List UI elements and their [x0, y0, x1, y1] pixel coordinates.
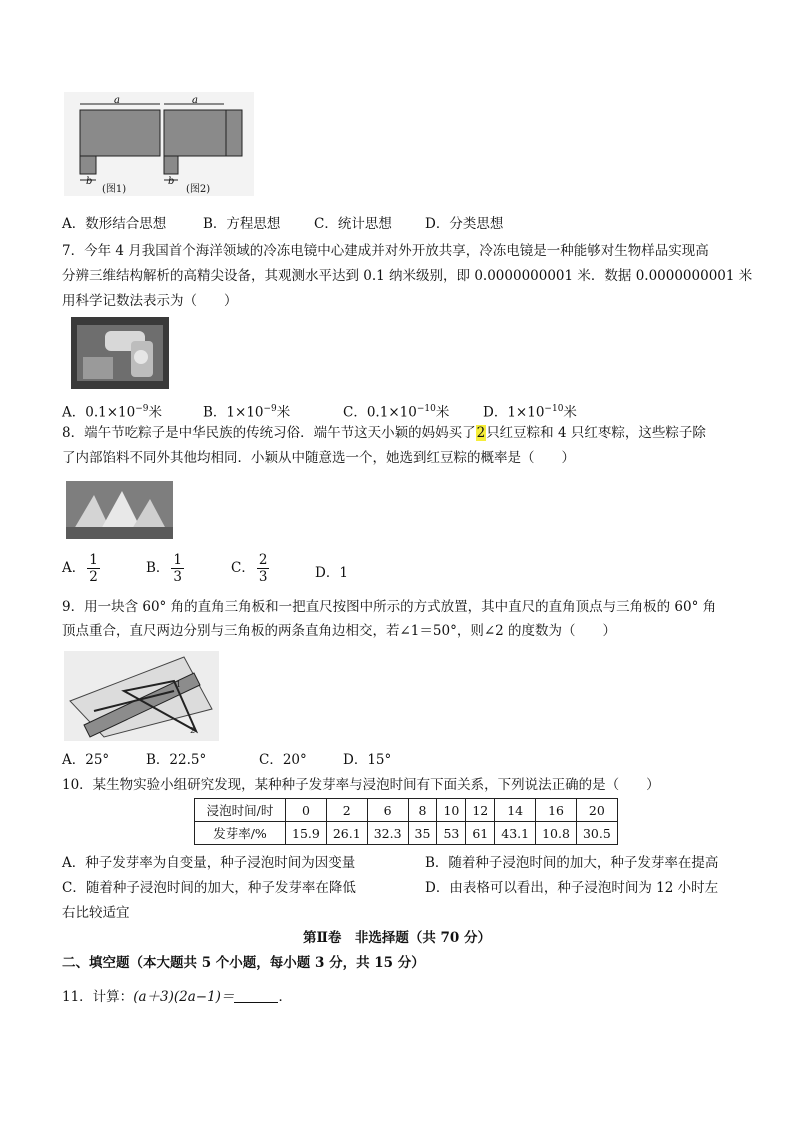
- q6-figure: [64, 92, 254, 196]
- q7-option-c-coef: 0.1×10: [366, 404, 417, 421]
- q6-option-c: C．统计思想: [314, 216, 392, 232]
- q8-photo-drawing: [66, 481, 173, 539]
- q8-stem-line1-post: 只红豆粽和 4 只红枣粽，这些粽子除: [486, 425, 706, 441]
- q7-option-c-label: C．: [343, 404, 367, 421]
- q8-option-a-denominator: 2: [89, 569, 98, 585]
- q7-option-a-label: A．: [62, 404, 86, 421]
- table-row: [195, 822, 618, 845]
- q8-option-b-denominator: 3: [173, 569, 183, 585]
- q9-stem-line1: 9．用一块含 60° 角的直角三角板和一把直尺按图中所示的方式放置，其中直尺的直角顶点与三角板的 60° 角: [62, 599, 717, 615]
- q8-option-d: D．1: [315, 565, 348, 581]
- q7-option-d-label: D．: [483, 404, 508, 421]
- table-row-header: 发芽率/%: [195, 822, 286, 845]
- q7-option-b-label: B．: [203, 404, 227, 421]
- q10-option-d-line1: D．由表格可以看出，种子浸泡时间为 12 小时左: [425, 880, 719, 896]
- q7-photo-drawing: [71, 317, 169, 389]
- q10-data-table: [194, 798, 618, 845]
- q9-stem-line2: 顶点重合，直尺两边分别与三角板的两条直角边相交，若∠1＝50°，则∠2 的度数为（ ）: [62, 623, 617, 639]
- q11-answer-blank[interactable]: [234, 988, 278, 1003]
- q8-option-c-denominator: 3: [258, 569, 268, 585]
- q8-option-c-numerator: 2: [258, 552, 268, 568]
- table-cell: 12: [466, 799, 495, 822]
- q7-option-b-exp: −9: [263, 404, 277, 414]
- fig2-dim-b: b: [168, 176, 175, 187]
- table-cell: 26.1: [326, 822, 367, 845]
- q8-option-c: [231, 552, 271, 585]
- table-cell: 2: [326, 799, 367, 822]
- q10-stem: 10．某生物实验小组研究发现，某种种子发芽率与浸泡时间有下面关系，下列说法正确的是（ ）: [62, 777, 660, 793]
- q8-stem-line1: [62, 423, 706, 443]
- fig1-label: (图1): [102, 184, 127, 195]
- table-cell: 8: [408, 799, 437, 822]
- q9-option-a: A．25°: [62, 752, 110, 768]
- q6-figure-drawing: [64, 92, 254, 196]
- fig2-label: (图2): [186, 184, 211, 195]
- q10-option-d-line2: 右比较适宜: [62, 905, 130, 921]
- q8-option-c-label: C．: [231, 560, 255, 576]
- q7-option-a-coef: 0.1×10: [85, 404, 136, 421]
- q6-option-d: D．分类思想: [425, 216, 504, 232]
- q8-option-b-numerator: 1: [173, 552, 183, 568]
- q7-stem-line3: 用科学记数法表示为（ ）: [62, 293, 238, 309]
- q7-option-a: [62, 399, 162, 423]
- table-row-header: 浸泡时间/时: [195, 799, 286, 822]
- q7-option-c: [343, 399, 449, 423]
- q8-option-b: [146, 552, 186, 585]
- q10-option-a: A．种子发芽率为自变量，种子浸泡时间为因变量: [62, 855, 356, 871]
- table-cell: 10.8: [536, 822, 577, 845]
- q7-option-c-unit: 米: [435, 404, 450, 421]
- q7-option-a-exp: −9: [135, 404, 149, 414]
- svg-text:1: 1: [176, 680, 182, 689]
- part2-title: 第Ⅱ卷 非选择题（共 70 分）: [302, 930, 492, 946]
- q8-option-c-fraction: [257, 552, 270, 585]
- q7-option-d-exp: −10: [544, 404, 564, 414]
- q7-option-b-coef: 1×10: [226, 404, 264, 421]
- table-cell: 10: [437, 799, 466, 822]
- svg-text:2: 2: [190, 726, 196, 735]
- q7-option-a-unit: 米: [148, 404, 162, 421]
- table-cell: 20: [576, 799, 617, 822]
- q7-option-d-coef: 1×10: [507, 404, 545, 421]
- fig1-dim-a: a: [114, 95, 120, 106]
- table-cell: 16: [536, 799, 577, 822]
- table-cell: 43.1: [495, 822, 536, 845]
- table-cell: 15.9: [286, 822, 327, 845]
- q8-option-a-fraction: [87, 552, 100, 585]
- q8-option-b-fraction: [171, 552, 184, 585]
- q9-option-d: D．15°: [343, 752, 392, 768]
- q8-zongzi-photo: [66, 481, 173, 539]
- table-cell: 53: [437, 822, 466, 845]
- table-cell: 30.5: [576, 822, 617, 845]
- q9-ruler-triangle-figure: [64, 651, 219, 741]
- table-cell: 61: [466, 822, 495, 845]
- q10-option-b: B．随着种子浸泡时间的加大，种子发芽率在提高: [425, 855, 719, 871]
- table-cell: 14: [495, 799, 536, 822]
- q9-option-b: B．22.5°: [146, 752, 207, 768]
- q9-figure-drawing: [64, 651, 219, 741]
- table-cell: 0: [286, 799, 327, 822]
- fig2-dim-a: a: [192, 95, 198, 106]
- table-row: [195, 799, 618, 822]
- q11-expression: (a＋3)(2a−1)＝: [133, 989, 235, 1005]
- q11: [62, 987, 292, 1007]
- fig1-dim-b: b: [86, 176, 93, 187]
- q8-stem-line2: 了内部馅料不同外其他均相同．小颖从中随意选一个，她选到红豆粽的概率是（ ）: [62, 450, 575, 466]
- table-cell: 32.3: [367, 822, 408, 845]
- fill-in-section-heading: 二、填空题（本大题共 5 个小题，每小题 3 分，共 15 分）: [62, 955, 425, 971]
- q8-stem-line1-pre: 8．端午节吃粽子是中华民族的传统习俗．端午节这天小颖的妈妈买了: [62, 425, 476, 441]
- q7-stem-line2: 分辨三维结构解析的高精尖设备，其观测水平达到 0.1 纳米级别，即 0.0000000001 米．数据 0.0000000001 米: [62, 268, 753, 284]
- q7-cryo-em-photo: [71, 317, 169, 389]
- q11-suffix: ．: [278, 989, 292, 1005]
- q8-option-a-label: A．: [62, 560, 86, 576]
- q7-option-b: [203, 399, 290, 423]
- table-cell: 35: [408, 822, 437, 845]
- q8-option-a-numerator: 1: [89, 552, 98, 568]
- q7-option-d: [483, 399, 577, 423]
- q10-option-c: C．随着种子浸泡时间的加大，种子发芽率在降低: [62, 880, 356, 896]
- q6-option-b: B．方程思想: [203, 216, 281, 232]
- q8-option-b-label: B．: [146, 560, 170, 576]
- q7-stem-line1: 7．今年 4 月我国首个海洋领域的冷冻电镜中心建成并对外开放共享，冷冻电镜是一种能够对生物样品实现高: [62, 243, 709, 259]
- q7-option-c-exp: −10: [416, 404, 436, 414]
- q7-option-b-unit: 米: [276, 404, 291, 421]
- q7-option-d-unit: 米: [563, 404, 577, 421]
- q8-highlighted-number: 2: [476, 425, 486, 441]
- q11-prefix: 11．计算：: [62, 989, 134, 1005]
- q8-option-a: [62, 552, 102, 585]
- table-cell: 6: [367, 799, 408, 822]
- q9-option-c: C．20°: [259, 752, 307, 768]
- q6-option-a: A．数形结合思想: [62, 216, 167, 232]
